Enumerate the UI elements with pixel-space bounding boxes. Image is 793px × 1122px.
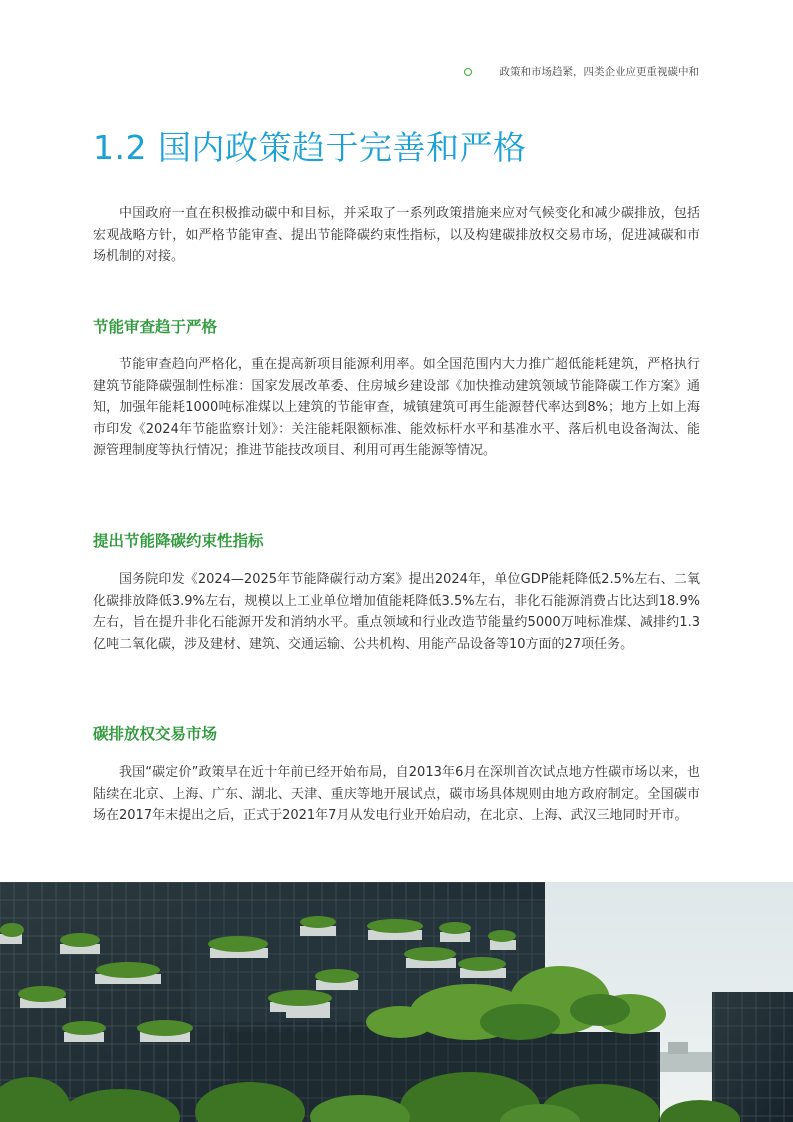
subheading-energy-review: 节能审查趋于严格 — [93, 318, 218, 336]
paragraph-energy-review: 节能审查趋向严格化，重在提高新项目能源利用率。如全国范围内大力推广超低能耗建筑，严格执行建筑节能降碳强制性标准：国家发展改革委、住房城乡建设部《加快推动建筑领域节能降碳工作方案》通知，加强年能耗1000吨标准煤以上建筑的节能审查，城镇建筑可再生能源替代率达到8%；地方上如上海市印发《2024年节能监察计划》：关注能耗限额标准、能效标杆水平和基准水平、落后机电设备淘汰、能源管理制度等执行情况；推进节能技改项目、利用可再生能源等情况。 — [93, 357, 700, 459]
running-header — [464, 64, 700, 79]
section-title: 1.2 国内政策趋于完善和严格 — [93, 128, 527, 167]
green-building-photo — [0, 882, 793, 1122]
bullet-circle-icon — [464, 68, 472, 76]
subheading-carbon-market: 碳排放权交易市场 — [93, 725, 218, 743]
paragraph-carbon-market: 我国“碳定价”政策早在近十年前已经开始布局，自2013年6月在深圳首次试点地方性碳市场以来，也陆续在北京、上海、广东、湖北、天津、重庆等地开展试点，碳市场具体规则由地方政府制定。全国碳市场在2017年末提出之后，正式于2021年7月从发电行业开始启动，在北京、上海、武汉三地同时开市。 — [93, 765, 700, 824]
running-title: 政策和市场趋紧，四类企业应更重视碳中和 — [499, 66, 699, 78]
paragraph-binding-targets: 国务院印发《2024—2025年节能降碳行动方案》提出2024年，单位GDP能耗降低2.5%左右、二氧化碳排放降低3.9%左右，规模以上工业单位增加值能耗降低3.5%左右，非化石能源消费占比达到18.9%左右，旨在提升非化石能源开发和消纳水平。重点领域和行业改造节能量约5000万吨标准煤、减排约1.3亿吨二氧化碳，涉及建材、建筑、交通运输、公共机构、用能产品设备等10方面的27项任务。 — [93, 572, 700, 652]
subheading-binding-targets: 提出节能降碳约束性指标 — [93, 532, 264, 550]
intro-paragraph: 中国政府一直在积极推动碳中和目标，并采取了一系列政策措施来应对气候变化和减少碳排放，包括宏观战略方针，如严格节能审查、提出节能降碳约束性指标，以及构建碳排放权交易市场，促进减碳和市场机制的对接。 — [93, 206, 700, 265]
